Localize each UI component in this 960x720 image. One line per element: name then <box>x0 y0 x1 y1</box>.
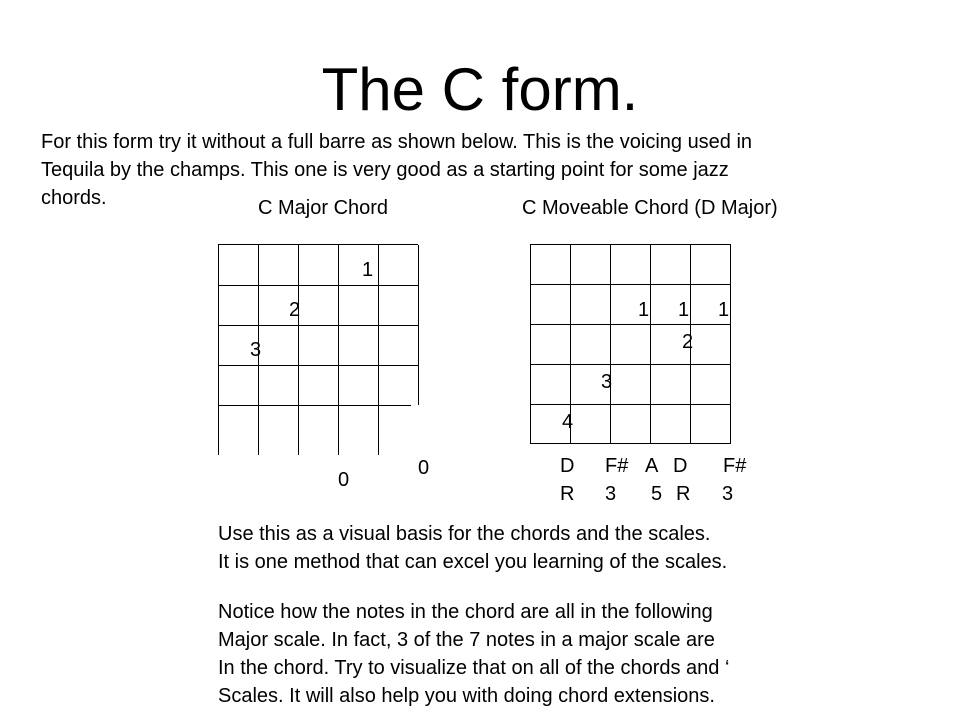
chord2-label: C Moveable Chord (D Major) <box>522 197 778 219</box>
chord1-finger-3: 3 <box>250 339 262 361</box>
chord2-interval: R <box>560 483 575 505</box>
chord2-note: A <box>645 455 659 477</box>
chord2-fretboard <box>530 244 730 444</box>
chord2-finger-3: 3 <box>601 371 613 393</box>
chord1-finger-1: 1 <box>362 259 374 281</box>
body-paragraph <box>218 520 727 576</box>
chord2-finger-1: 1 <box>638 299 650 321</box>
intro-line: For this form try it without a full barre as shown below. This is the voicing used in <box>41 131 753 153</box>
chord2-interval: R <box>676 483 691 505</box>
intro-line: Tequila by the champs. This one is very good as a starting point for some jazz <box>41 159 729 181</box>
chord2-note: D <box>560 455 575 477</box>
body-paragraph <box>218 598 729 710</box>
chord1-open-string: 0 <box>338 469 350 491</box>
paragraph-line: Major scale. In fact, 3 of the 7 notes in a major scale are <box>218 629 715 651</box>
chord2-finger-4: 4 <box>562 411 574 433</box>
paragraph-line: Notice how the notes in the chord are all in the following <box>218 601 713 623</box>
chord1-finger-2: 2 <box>289 299 301 321</box>
chord2-note: F# <box>605 455 629 477</box>
intro-line: chords. <box>41 187 107 209</box>
paragraph-line: In the chord. Try to visualize that on all of the chords and ‘ <box>218 657 730 679</box>
chord2-interval: 3 <box>722 483 734 505</box>
chord1-label: C Major Chord <box>258 197 389 219</box>
chord2-finger-1: 1 <box>718 299 730 321</box>
chord2-interval: 5 <box>651 483 663 505</box>
paragraph-line: Use this as a visual basis for the chords and the scales. <box>218 523 711 545</box>
intro-text <box>41 128 921 212</box>
chord2-interval: 3 <box>605 483 617 505</box>
paragraph-line: Scales. It will also help you with doing chord extensions. <box>218 685 715 707</box>
chord2-note: D <box>673 455 688 477</box>
page-title: The C form. <box>321 56 639 123</box>
chord2-finger-1: 1 <box>678 299 690 321</box>
chord1-fretboard <box>218 244 418 455</box>
paragraph-line: It is one method that can excel you learning of the scales. <box>218 551 728 573</box>
chord1-open-string: 0 <box>418 457 430 479</box>
chord2-note: F# <box>723 455 747 477</box>
chord2-finger-2: 2 <box>682 331 694 353</box>
